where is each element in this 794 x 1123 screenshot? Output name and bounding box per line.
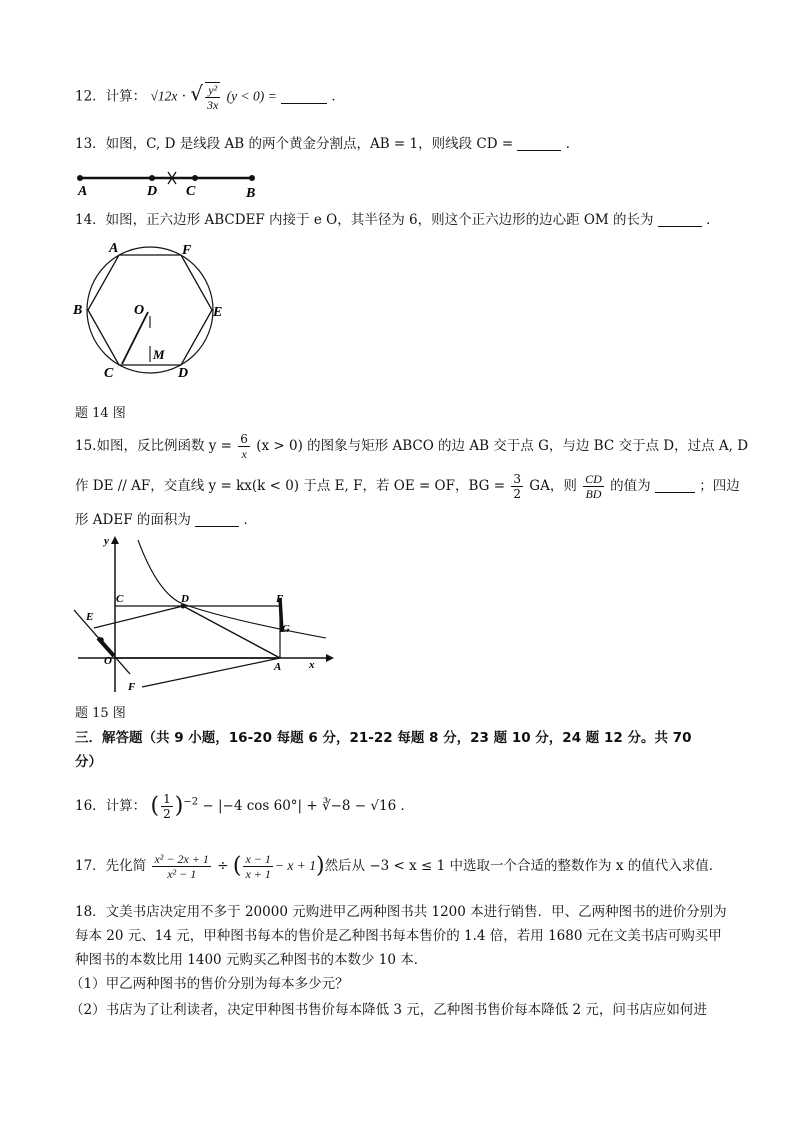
q12-frac-den: 3x [207,98,219,112]
q17-fraction-1 [152,852,210,881]
q16-end: ． [400,798,414,814]
q15-frac-2 [511,472,523,501]
question-15-line-1 [75,432,748,461]
q15-line1b: (x > 0) 的图象与矩形 ABCO 的边 AB 交于点 G，与边 BC 交于点 D，过点 A, D [256,438,749,454]
q18-line3: 种图书的本数比用 1400 元购买乙种图书的本数少 10 本． [75,952,428,968]
q17-tail: − x + 1 [274,858,316,873]
question-15-line-3 [75,510,257,530]
q14-caption: 题 14 图 [75,406,126,421]
q12-expr-a: √12x [150,88,178,104]
hex-label-a: A [109,241,119,256]
label-e: E [86,611,94,623]
q15-end: ． [243,512,257,528]
q16-fraction [161,792,173,821]
q16-label: 16．计算： [75,798,147,814]
q12-condition: (y < 0) = [226,88,277,104]
label-a: A [78,184,88,199]
section3-line1: 三．解答题（共 9 小题，16-20 每题 6 分，21-22 每题 8 分，23 题 10 分，24 题 12 分。共 70 [75,730,692,746]
label-x: x [309,659,315,671]
q17-frac2-den: x + 1 [245,867,271,881]
x-axis-arrow [326,654,334,662]
q13-end: ． [565,136,580,152]
q13-answer-blank[interactable] [517,136,561,151]
q12-sqrt-sign: √ [190,81,204,106]
hyperbola-curve [138,540,326,638]
question-18-line-3 [75,950,427,970]
label-d: D [147,184,158,199]
q15-frac-1 [238,432,250,461]
q12-dot: · [181,88,186,105]
q18-sub2: （2）书店为了让利读者，决定甲种图书售价每本降低 3 元，乙种图书售价每本降低 2 元，问书店应如何进 [70,1002,707,1018]
q12-fraction [205,82,220,112]
q12-answer-blank[interactable] [281,89,327,104]
label-y: y [104,535,109,547]
q18-sub1: （1）甲乙两种图书的售价分别为每本多少元？ [70,976,349,992]
point-b [249,175,255,181]
q15-caption: 题 15 图 [75,706,126,721]
q16-frac-num: 1 [163,792,171,806]
q14-text: 14．如图，正六边形 ABCDEF 内接于 e O，其半径为 6，则这个正六边形的边心距 OM 的长为 [75,212,654,228]
label-c: C [186,184,196,199]
q15-line2c: 的值为 [610,478,651,494]
question-15-line-2 [75,472,740,501]
q16-exponent: −2 [183,796,199,808]
q17-divide: ÷ [217,858,229,874]
q17-fraction-2 [243,852,272,881]
label-d: D [181,593,189,605]
y-axis-arrow [111,536,119,544]
question-18-line-1 [75,902,727,922]
label-b: B [246,186,256,200]
q16-expression: − |−4 cos 60°| + ∛−8 − √16 [202,798,397,814]
q15-frac1-den: x [241,447,247,461]
q16-frac-den: 2 [163,807,171,821]
q15-answer-blank-2[interactable] [195,512,239,527]
q17-rparen: ) [315,853,325,879]
q17-frac2-num: x − 1 [245,852,271,866]
hex-label-b: B [73,303,83,318]
q15-answer-blank-1[interactable] [655,478,695,493]
question-14 [75,210,720,230]
q17-frac1-den: x² − 1 [167,867,197,881]
q15-line3: 形 ADEF 的面积为 [75,512,191,528]
label-a: A [274,661,282,673]
segment-da [183,606,280,658]
question-16 [75,792,414,821]
point-c [192,175,198,181]
point-e-dot [98,637,104,643]
label-c: C [116,593,124,605]
q15-line2d: ；四边 [699,478,740,494]
q15-frac2-den: 2 [513,487,521,501]
q12-label: 12．计算： [75,88,147,105]
q15-frac1-num: 6 [240,432,248,446]
segment-oc [122,312,148,364]
q15-line2a: 作 DE // AF，交直线 y = kx(k < 0) 于点 E, F，若 OE = OF，BG = [75,478,506,494]
question-13 [75,134,579,154]
segment-af [142,658,280,687]
q15-frac3-den: BD [585,487,602,501]
q12-frac-num: y² [205,83,220,98]
q16-lparen: ( [150,793,160,819]
q13-segment-figure [70,166,270,200]
q15-frac2-num: 3 [513,472,521,486]
q14-answer-blank[interactable] [658,212,702,227]
segment-de [94,606,183,628]
point-d [149,175,155,181]
q18-line2: 每本 20 元、14 元，甲种图书每本的售价是乙种图书每本售价的 1.4 倍，若用 1680 元在文美书店可购买甲 [75,928,722,944]
q12-end: ． [331,88,345,105]
section-3-heading [75,728,691,748]
q15-frac3-num: CD [585,472,602,486]
q18-line1: 18．文美书店决定用不多于 20000 元购进甲乙两种图书共 1200 本进行销售．甲、乙两种图书的进价分别为 [75,904,727,920]
hex-label-e: E [213,305,223,320]
q15-coordinate-figure [68,532,338,697]
question-12 [75,82,345,112]
hex-label-c: C [104,366,114,380]
q17-frac1-num: x² − 2x + 1 [154,852,209,866]
q14-hexagon-figure [70,238,240,380]
q15-line2b: GA，则 [529,478,577,494]
hex-label-o: O [134,303,145,318]
label-g: G [282,623,290,635]
question-18-line-2 [75,926,722,946]
q17-label: 17．先化简 [75,858,147,874]
hex-label-f: F [182,243,192,258]
question-18-sub-2 [70,1000,707,1020]
question-17 [75,852,722,881]
section3-line2: 分） [75,754,102,770]
label-o: O [104,655,112,667]
label-f-bottom: F [128,681,136,693]
hex-label-m: M [153,347,165,362]
q16-rparen: ) [174,793,184,819]
q13-text: 13．如图，C, D 是线段 AB 的两个黄金分割点，AB = 1，则线段 CD = [75,136,514,152]
q14-end: ． [706,212,720,228]
label-f-top: F [276,593,284,605]
question-18-sub-1 [70,974,349,994]
q17-after: 然后从 −3 < x ≤ 1 中选取一个合适的整数作为 x 的值代入求值． [324,858,723,874]
section-3-heading-cont [75,752,102,772]
q15-frac-3 [583,472,604,501]
point-a [77,175,83,181]
q17-lparen: ( [232,853,242,879]
hex-label-d: D [178,366,189,380]
q15-line1a: 15.如图，反比例函数 y = [75,438,232,454]
